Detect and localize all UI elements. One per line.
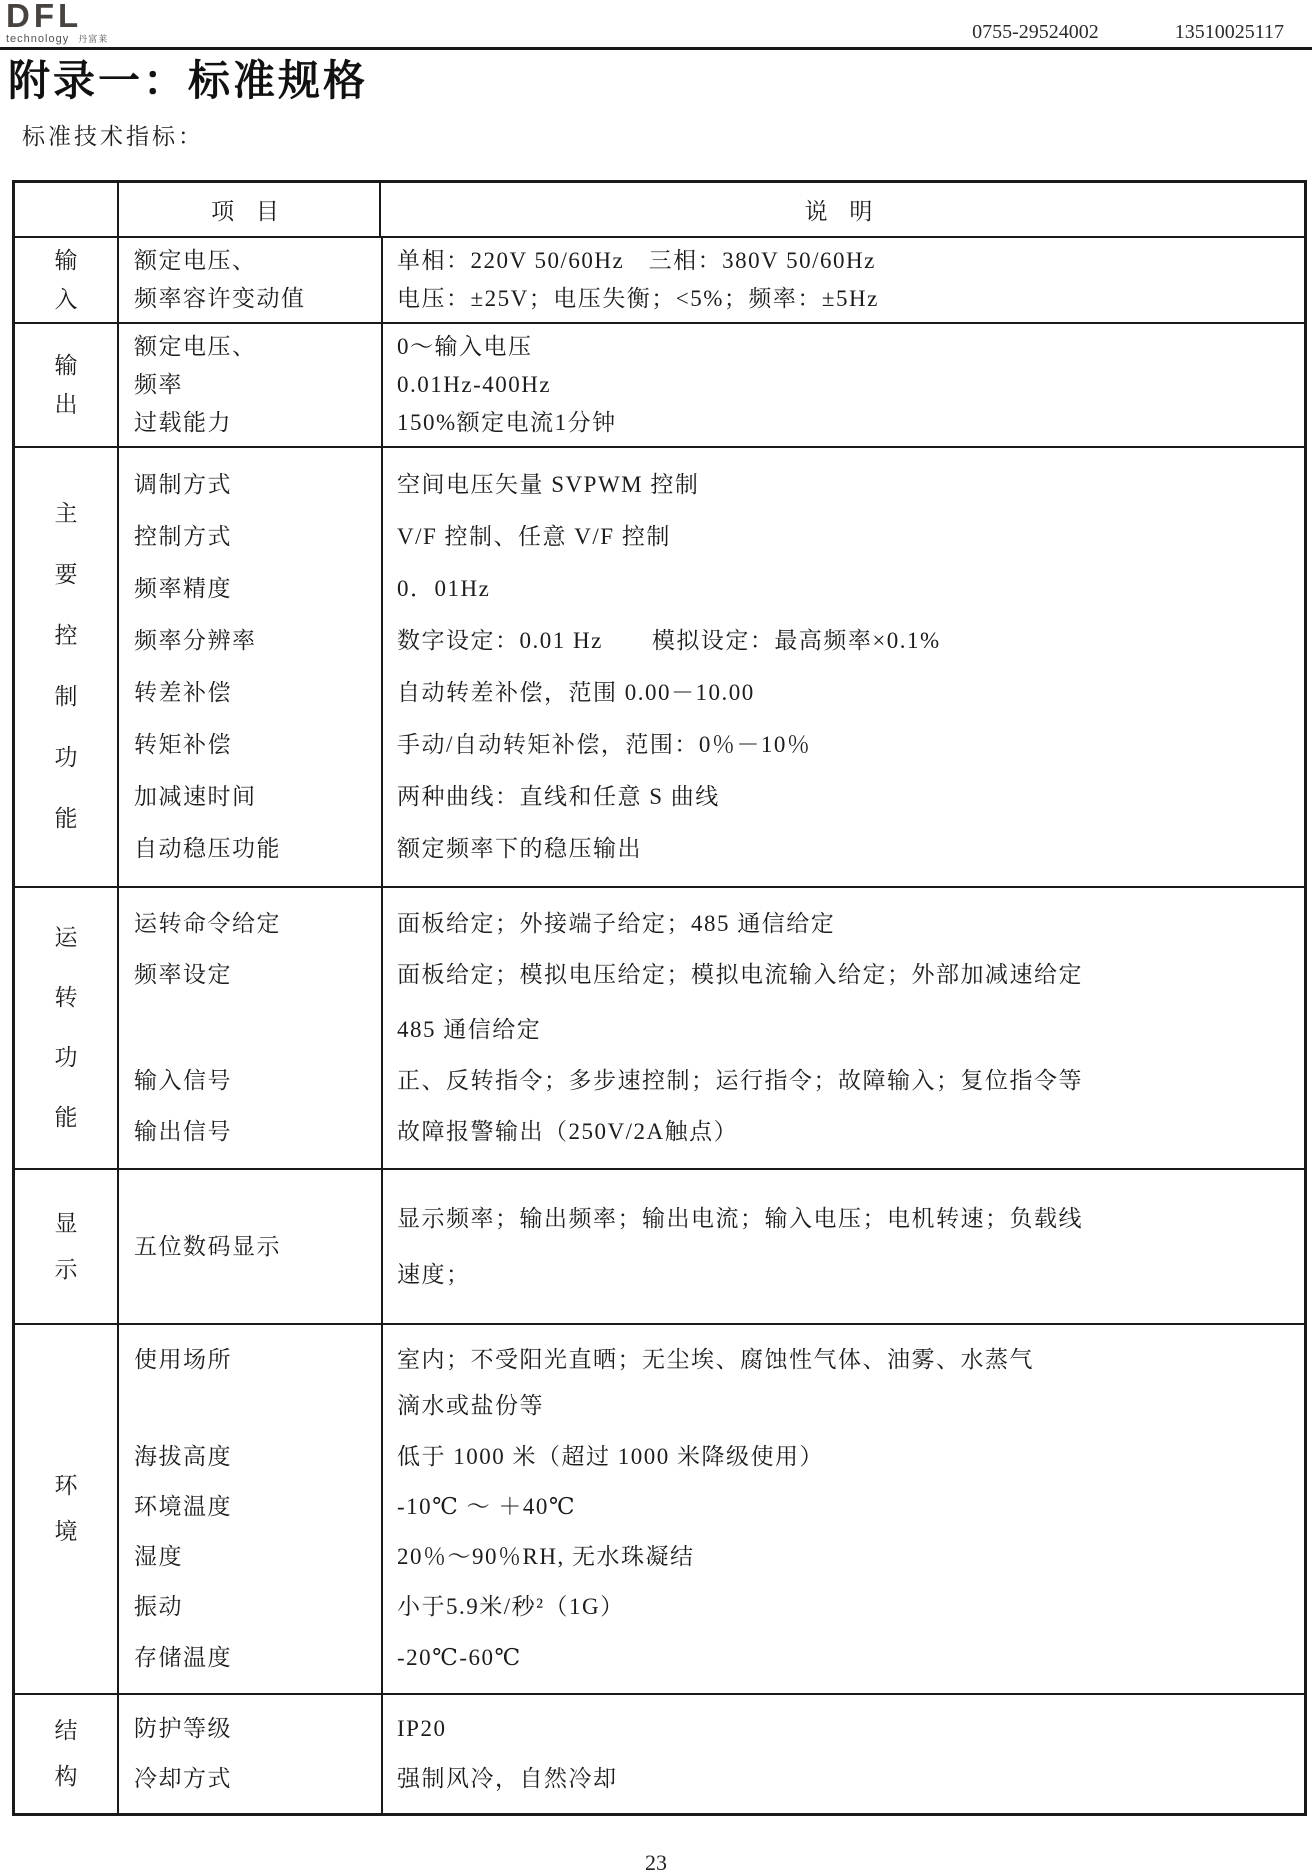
description-cell <box>381 1488 1304 1526</box>
description-cell <box>381 1113 1304 1151</box>
table-group-2 <box>15 324 1304 448</box>
description-line: -10℃ ～ ＋40℃ <box>397 1493 577 1519</box>
item-cell <box>119 570 381 608</box>
item-line: 加减速时间 <box>134 784 257 809</box>
category-label: 运转功能 <box>54 925 78 1130</box>
item-line: 振动 <box>134 1594 183 1620</box>
description-line: IP20 <box>397 1716 447 1742</box>
table-row <box>119 1710 1304 1748</box>
dfl-logo <box>6 1 108 45</box>
item-line: 频率设定 <box>134 962 232 987</box>
item-cell <box>119 830 381 868</box>
category-cell <box>15 1695 119 1813</box>
category-cell <box>15 448 119 886</box>
description-line: 0.01Hz-400Hz <box>397 372 552 397</box>
item-line: 频率精度 <box>134 576 232 601</box>
description-line: V/F 控制、任意 V/F 控制 <box>397 524 671 549</box>
item-cell <box>119 1228 381 1266</box>
item-line: 输出信号 <box>134 1119 232 1144</box>
item-cell <box>119 1488 381 1526</box>
table-row <box>119 830 1304 868</box>
page-number: 23 <box>645 1850 667 1875</box>
header-cell-description: 说 明 <box>804 199 881 224</box>
logo-chinese-name: 丹富莱 <box>78 34 109 44</box>
item-line: 频率 <box>134 372 183 397</box>
category-cell <box>15 238 119 322</box>
description-cell <box>381 570 1304 608</box>
table-body <box>15 238 1304 1813</box>
table-row <box>119 518 1304 556</box>
item-cell <box>119 956 381 1049</box>
item-line: 频率分辨率 <box>134 628 257 653</box>
table-row <box>119 1341 1304 1425</box>
description-line: 手动/自动转矩补偿，范围：0％－10％ <box>397 732 812 757</box>
item-line: 额定电压、 <box>134 248 257 273</box>
description-cell <box>381 956 1304 1049</box>
item-cell <box>119 1588 381 1626</box>
item-cell <box>119 1438 381 1476</box>
table-group-7 <box>15 1695 1304 1813</box>
description-cell <box>381 466 1304 504</box>
category-label: 主要控制功能 <box>54 501 78 831</box>
category-cell <box>15 1170 119 1323</box>
description-line: 速度； <box>397 1261 471 1287</box>
item-line: 五位数码显示 <box>134 1233 281 1259</box>
category-label: 输入 <box>54 247 78 312</box>
description-line: 滴水或盐份等 <box>397 1393 544 1419</box>
item-line: 存储温度 <box>134 1644 232 1670</box>
table-row <box>119 622 1304 660</box>
item-line: 冷却方式 <box>134 1765 232 1791</box>
table-row <box>119 1639 1304 1677</box>
table-row <box>119 674 1304 712</box>
description-cell <box>381 1588 1304 1626</box>
description-cell <box>381 830 1304 868</box>
category-label: 结构 <box>54 1718 78 1789</box>
phone-number-1: 0755-29524002 <box>972 21 1099 43</box>
description-line: 485 通信给定 <box>397 1017 542 1042</box>
contact-phones <box>972 21 1284 44</box>
item-cell <box>119 1341 381 1425</box>
table-row <box>119 1438 1304 1476</box>
table-row <box>119 778 1304 816</box>
item-cell <box>119 518 381 556</box>
table-group-4 <box>15 888 1304 1170</box>
table-row <box>119 1538 1304 1576</box>
item-cell <box>119 905 381 943</box>
table-row <box>119 570 1304 608</box>
description-line: 额定频率下的稳压输出 <box>397 836 642 861</box>
description-cell <box>381 1191 1304 1303</box>
header-cell-category <box>15 183 119 236</box>
table-group-1 <box>15 238 1304 324</box>
description-line: -20℃-60℃ <box>397 1644 522 1670</box>
description-line: 数字设定：0.01 Hz 模拟设定：最高频率×0.1% <box>397 628 941 653</box>
logo-brand-text: DFL <box>6 0 83 34</box>
item-line: 转矩补偿 <box>134 732 232 757</box>
page-header <box>0 0 1312 50</box>
description-cell <box>381 1760 1304 1798</box>
logo-subtitle <box>6 32 108 45</box>
description-line: 显示频率；输出频率；输出电流；输入电压；电机转速；负载线 <box>397 1205 1083 1231</box>
item-line: 使用场所 <box>134 1347 232 1373</box>
item-line: 过载能力 <box>134 410 232 435</box>
item-line: 额定电压、 <box>134 334 257 359</box>
description-line: 小于5.9米/秒²（1G） <box>397 1594 625 1620</box>
description-cell <box>381 1710 1304 1748</box>
category-label: 显示 <box>54 1210 78 1282</box>
item-line: 环境温度 <box>134 1493 232 1519</box>
logo-technology-text: technology <box>6 33 70 45</box>
table-group-3 <box>15 448 1304 888</box>
item-line: 海拔高度 <box>134 1443 232 1469</box>
item-cell <box>119 1538 381 1576</box>
table-row <box>119 1488 1304 1526</box>
group-rows <box>119 1170 1304 1323</box>
group-rows <box>119 448 1304 886</box>
table-row <box>119 1191 1304 1303</box>
table-group-5 <box>15 1170 1304 1325</box>
description-line: 单相：220V 50/60Hz 三相：380V 50/60Hz <box>397 248 876 273</box>
item-cell <box>119 1062 381 1100</box>
description-cell <box>381 778 1304 816</box>
table-row <box>119 956 1304 1049</box>
item-cell <box>119 1113 381 1151</box>
item-cell <box>119 1710 381 1748</box>
table-row <box>119 1588 1304 1626</box>
table-row <box>119 1062 1304 1100</box>
description-cell <box>381 518 1304 556</box>
group-rows <box>119 324 1304 446</box>
item-line: 控制方式 <box>134 524 232 549</box>
spec-table <box>12 180 1307 1816</box>
item-cell <box>119 622 381 660</box>
description-cell <box>381 1341 1304 1425</box>
description-line: 电压：±25V；电压失衡；<5%；频率：±5Hz <box>397 286 879 311</box>
item-cell <box>119 466 381 504</box>
item-cell <box>119 328 381 442</box>
item-line: 频率容许变动值 <box>134 286 306 311</box>
table-row <box>119 242 1304 318</box>
table-row <box>119 1113 1304 1151</box>
description-line: 0～输入电压 <box>397 334 533 359</box>
page-title: 附录一：标准规格 <box>8 57 369 104</box>
item-line: 转差补偿 <box>134 680 232 705</box>
description-cell <box>381 242 1304 318</box>
item-cell <box>119 242 381 318</box>
description-line: 强制风冷，自然冷却 <box>397 1765 618 1791</box>
table-row <box>119 1760 1304 1798</box>
phone-number-2: 13510025117 <box>1174 21 1284 43</box>
description-line: 两种曲线：直线和任意 S 曲线 <box>397 784 720 809</box>
section-subtitle: 标准技术指标： <box>22 124 204 149</box>
description-cell <box>381 1639 1304 1677</box>
table-header-row <box>15 183 1304 238</box>
description-cell <box>381 1538 1304 1576</box>
category-label: 环境 <box>54 1473 78 1544</box>
item-line: 防护等级 <box>134 1716 232 1742</box>
item-line: 调制方式 <box>134 472 232 497</box>
description-line: 正、反转指令；多步速控制；运行指令；故障输入；复位指令等 <box>397 1068 1083 1093</box>
header-cell-item: 项 目 <box>119 183 381 236</box>
description-line: 自动转差补偿，范围 0.00－10.00 <box>397 680 755 705</box>
description-cell <box>381 674 1304 712</box>
description-line: 空间电压矢量 SVPWM 控制 <box>397 472 700 497</box>
item-cell <box>119 1639 381 1677</box>
table-row <box>119 328 1304 442</box>
item-line: 输入信号 <box>134 1068 232 1093</box>
table-row <box>119 726 1304 764</box>
description-line: 150%额定电流1分钟 <box>397 410 617 435</box>
item-line: 运转命令给定 <box>134 911 281 936</box>
group-rows <box>119 888 1304 1168</box>
group-rows <box>119 238 1304 322</box>
item-cell <box>119 726 381 764</box>
category-label: 输出 <box>54 352 78 417</box>
description-cell <box>381 726 1304 764</box>
description-line: 面板给定；模拟电压给定；模拟电流输入给定；外部加减速给定 <box>397 962 1083 987</box>
description-line: 面板给定；外接端子给定；485 通信给定 <box>397 911 836 936</box>
description-line: 20％～90％RH, 无水珠凝结 <box>397 1544 695 1570</box>
item-line: 湿度 <box>134 1544 183 1570</box>
description-line: 故障报警输出（250V/2A触点） <box>397 1119 739 1144</box>
category-cell <box>15 888 119 1168</box>
item-cell <box>119 674 381 712</box>
item-line: 自动稳压功能 <box>134 836 281 861</box>
description-line: 室内；不受阳光直晒；无尘埃、腐蚀性气体、油雾、水蒸气 <box>397 1347 1034 1373</box>
description-cell <box>381 905 1304 943</box>
table-row <box>119 905 1304 943</box>
group-rows <box>119 1695 1304 1813</box>
table-row <box>119 466 1304 504</box>
description-cell <box>381 328 1304 442</box>
description-line: 低于 1000 米（超过 1000 米降级使用） <box>397 1443 824 1469</box>
description-line: 0．01Hz <box>397 576 491 601</box>
group-rows <box>119 1325 1304 1693</box>
description-cell <box>381 622 1304 660</box>
category-cell <box>15 1325 119 1693</box>
item-cell <box>119 1760 381 1798</box>
description-cell <box>381 1062 1304 1100</box>
description-cell <box>381 1438 1304 1476</box>
category-cell <box>15 324 119 446</box>
table-group-6 <box>15 1325 1304 1695</box>
item-cell <box>119 778 381 816</box>
